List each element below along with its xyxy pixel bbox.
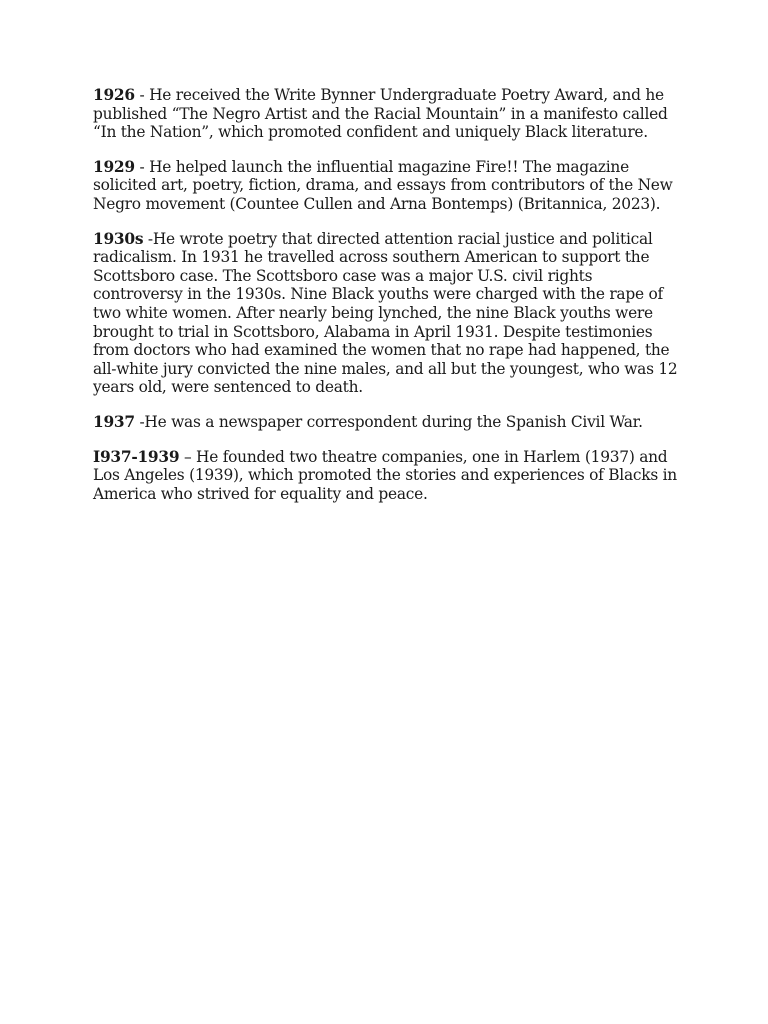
entry-year: I937-1939 bbox=[93, 447, 180, 466]
timeline-entry-1926 bbox=[93, 86, 683, 142]
timeline-entry-1929 bbox=[93, 158, 683, 214]
entry-year: 1930s bbox=[93, 229, 144, 248]
entry-text: -He wrote poetry that directed attention racial justice and political radicalism. In 1931 he travelled across southern American to support the Scottsboro case. The Scottsboro case was a major U.S. civil rights controversy in the 1930s. Nine Black youths were charged with the rape of two white women. After nearly being lynched, the nine Black youths were brought to trial in Scottsboro, Alabama in April 1931. Despite testimonies from doctors who had examined the women that no rape had happened, the all-white jury convicted the nine males, and all but the youngest, who was 12 years old, were sentenced to death. bbox=[93, 229, 678, 397]
entry-text: - He received the Write Bynner Undergraduate Poetry Award, and he published “The Negro Artist and the Racial Mountain” in a manifesto called “In the Nation”, which promoted confident and uniquely Black literature. bbox=[93, 86, 668, 142]
document-page bbox=[93, 86, 683, 519]
entry-text: -He was a newspaper correspondent during the Spanish Civil War. bbox=[134, 412, 643, 431]
entry-text: - He helped launch the influential magazine Fire!! The magazine solicited art, poetry, fiction, drama, and essays from contributors of the New Negro movement (Countee Cullen and Arna Bontemps) (Britannica, 2023). bbox=[93, 157, 673, 213]
entry-year: 1929 bbox=[93, 157, 135, 176]
entry-year: 1926 bbox=[93, 86, 135, 104]
entry-text: – He founded two theatre companies, one in Harlem (1937) and Los Angeles (1939), which promoted the stories and experiences of Blacks in America who strived for equality and peace. bbox=[93, 447, 677, 503]
timeline-entry-1930s bbox=[93, 230, 683, 397]
timeline-entry-1937-1939 bbox=[93, 448, 683, 504]
entry-year: 1937 bbox=[93, 412, 135, 431]
timeline-entry-1937 bbox=[93, 413, 683, 432]
